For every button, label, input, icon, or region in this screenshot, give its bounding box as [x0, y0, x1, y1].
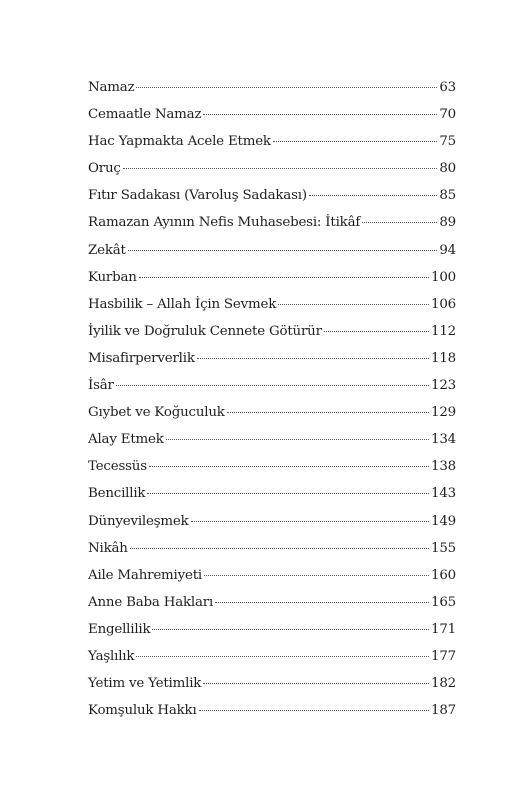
toc-entry-page: 123	[431, 378, 456, 394]
toc-entry-page: 129	[431, 405, 456, 421]
toc-entry[interactable]	[88, 670, 456, 697]
toc-leader-dots	[324, 331, 429, 332]
toc-leader-dots	[197, 358, 429, 359]
toc-leader-dots	[278, 304, 429, 305]
toc-entry-page: 143	[431, 486, 456, 502]
toc-entry-page: 100	[431, 269, 456, 285]
toc-leader-dots	[130, 548, 429, 549]
toc-entry-title: Engellilik	[88, 621, 151, 637]
toc-entry[interactable]	[88, 372, 456, 399]
toc-leader-dots	[136, 656, 429, 657]
toc-entry-title: Zekât	[88, 242, 126, 258]
toc-entry[interactable]	[88, 128, 456, 155]
toc-entry-title: Tecessüs	[88, 459, 147, 475]
toc-entry-page: 149	[431, 513, 456, 529]
toc-entry[interactable]	[88, 264, 456, 291]
toc-entry-title: İsâr	[88, 378, 114, 394]
toc-leader-dots	[203, 683, 429, 684]
toc-leader-dots	[203, 114, 437, 115]
toc-entry-title: Misafirperverlik	[88, 350, 195, 366]
toc-entry-title: Oruç	[88, 161, 121, 177]
toc-entry-page: 106	[431, 296, 456, 312]
table-of-contents	[88, 74, 456, 724]
toc-entry-title: Komşuluk Hakkı	[88, 703, 197, 719]
toc-entry[interactable]	[88, 237, 456, 264]
toc-entry-title: Yaşlılık	[88, 648, 135, 664]
toc-leader-dots	[147, 493, 429, 494]
toc-entry-title: İyilik ve Doğruluk Cennete Götürür	[88, 323, 322, 339]
toc-entry-title: Aile Mahremiyeti	[88, 567, 202, 583]
toc-leader-dots	[136, 87, 437, 88]
toc-entry[interactable]	[88, 535, 456, 562]
toc-leader-dots	[199, 710, 429, 711]
toc-entry-page: 171	[431, 621, 456, 637]
toc-entry-page: 89	[439, 215, 456, 231]
toc-leader-dots	[273, 141, 438, 142]
toc-entry[interactable]	[88, 426, 456, 453]
toc-entry-page: 182	[431, 676, 456, 692]
toc-entry[interactable]	[88, 616, 456, 643]
toc-entry-page: 160	[431, 567, 456, 583]
toc-entry[interactable]	[88, 209, 456, 236]
toc-entry[interactable]	[88, 101, 456, 128]
toc-entry[interactable]	[88, 589, 456, 616]
toc-entry-title: Hasbilik – Allah İçin Sevmek	[88, 296, 277, 312]
toc-entry-title: Dünyevileşmek	[88, 513, 189, 529]
toc-entry[interactable]	[88, 74, 456, 101]
toc-entry-page: 112	[431, 323, 456, 339]
toc-entry-title: Kurban	[88, 269, 137, 285]
toc-entry-page: 94	[439, 242, 456, 258]
toc-entry[interactable]	[88, 399, 456, 426]
toc-leader-dots	[191, 521, 429, 522]
toc-entry-title: Namaz	[88, 80, 135, 95]
toc-entry-title: Alay Etmek	[88, 432, 164, 448]
toc-entry[interactable]	[88, 291, 456, 318]
toc-entry[interactable]	[88, 182, 456, 209]
toc-entry-title: Anne Baba Hakları	[88, 594, 214, 610]
toc-entry-page: 177	[431, 648, 456, 664]
toc-entry[interactable]	[88, 480, 456, 507]
toc-entry-title: Nikâh	[88, 540, 128, 556]
toc-leader-dots	[362, 222, 437, 223]
toc-entry[interactable]	[88, 318, 456, 345]
toc-entry-title: Ramazan Ayının Nefis Muhasebesi: İtikâf	[88, 215, 361, 231]
toc-entry-page: 80	[439, 161, 456, 177]
toc-entry[interactable]	[88, 345, 456, 372]
toc-entry-page: 85	[439, 188, 456, 204]
toc-entry-page: 187	[431, 703, 456, 719]
toc-leader-dots	[227, 412, 429, 413]
toc-leader-dots	[149, 466, 429, 467]
toc-entry[interactable]	[88, 508, 456, 535]
toc-entry-title: Cemaatle Namaz	[88, 107, 202, 123]
toc-entry-page: 138	[431, 459, 456, 475]
toc-leader-dots	[139, 277, 429, 278]
toc-leader-dots	[128, 250, 438, 251]
toc-entry-page: 134	[431, 432, 456, 448]
toc-entry-page: 75	[439, 134, 456, 150]
toc-entry-page: 118	[431, 350, 456, 366]
toc-leader-dots	[152, 629, 429, 630]
toc-entry[interactable]	[88, 453, 456, 480]
toc-leader-dots	[215, 602, 429, 603]
toc-entry-title: Yetim ve Yetimlik	[88, 676, 202, 692]
toc-entry-page: 63	[439, 80, 456, 95]
toc-entry[interactable]	[88, 155, 456, 182]
toc-entry-title: Hac Yapmakta Acele Etmek	[88, 134, 271, 150]
toc-entry-title: Fıtır Sadakası (Varoluş Sadakası)	[88, 188, 307, 204]
toc-leader-dots	[309, 195, 438, 196]
toc-entry-page: 155	[431, 540, 456, 556]
toc-entry[interactable]	[88, 697, 456, 724]
toc-leader-dots	[166, 439, 429, 440]
toc-entry-title: Bencillik	[88, 486, 146, 502]
toc-entry-page: 165	[431, 594, 456, 610]
toc-entry[interactable]	[88, 643, 456, 670]
toc-leader-dots	[123, 168, 438, 169]
toc-entry[interactable]	[88, 562, 456, 589]
toc-entry-title: Gıybet ve Koğuculuk	[88, 405, 225, 421]
toc-entry-page: 70	[439, 107, 456, 123]
toc-leader-dots	[116, 385, 429, 386]
toc-leader-dots	[204, 575, 429, 576]
